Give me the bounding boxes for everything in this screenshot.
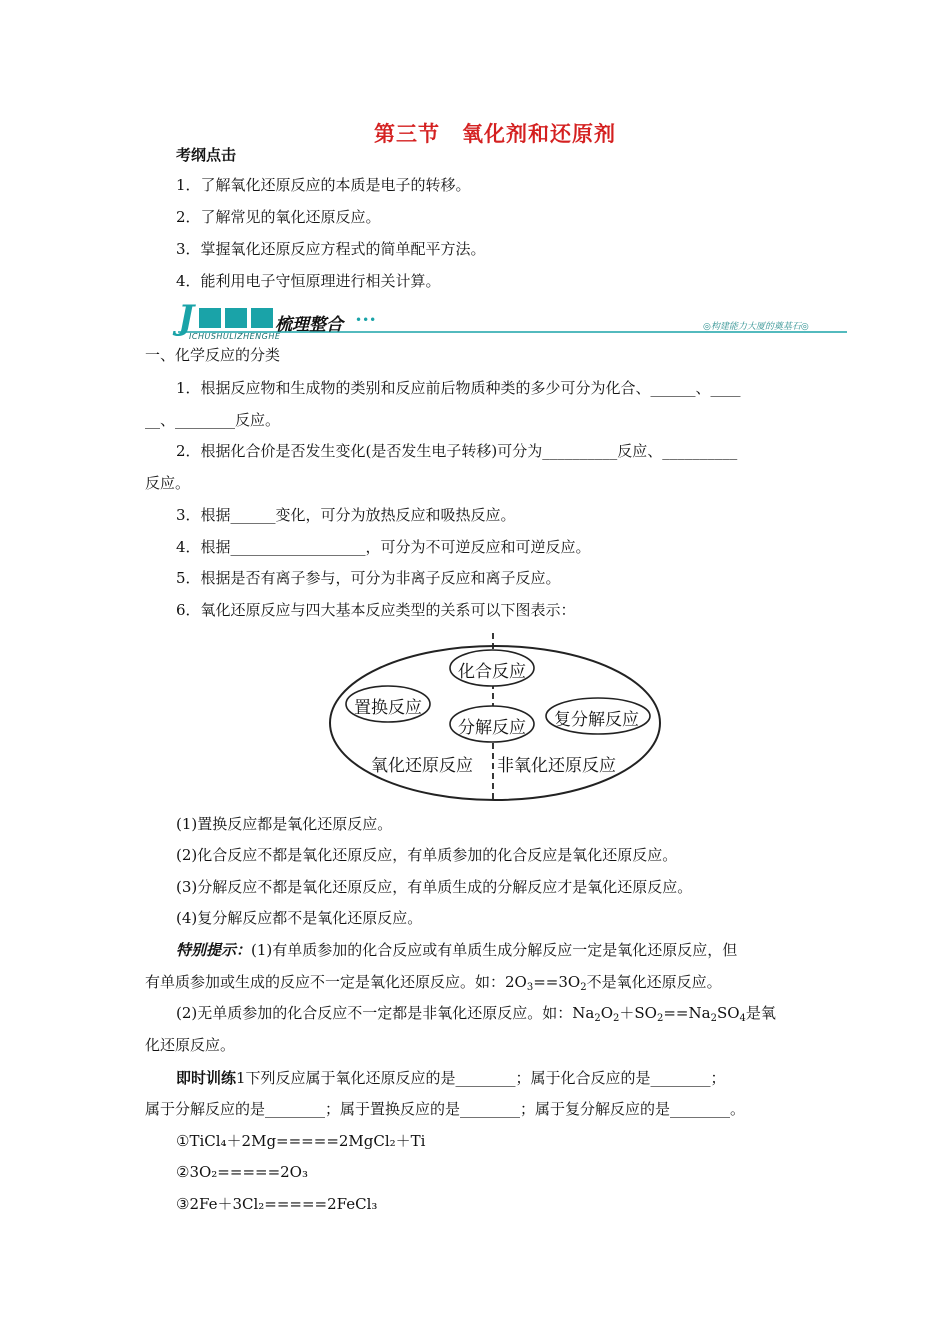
tip-line-3: (2)无单质参加的化合反应不一定都是非氧化还原反应。如：$Na_2O_2+SO_2==Na_2SO_4$是氧 — [176, 1004, 776, 1024]
equation-2: ②3O₂=====2O₃ — [176, 1163, 308, 1181]
practice-label: 即时训练 — [176, 1069, 237, 1087]
para-2-line-2: 反应。 — [145, 474, 191, 492]
tip-text-3: (2)无单质参加的化合反应不一定都是非氧化还原反应。如：Na — [176, 1004, 595, 1022]
kaogang-item-2: 2．了解常见的氧化还原反应。 — [176, 208, 381, 226]
kaogang-item-3: 3．掌握氧化还原反应方程式的简单配平方法。 — [176, 240, 486, 258]
para-1-line-2: __、________反应。 — [145, 411, 281, 429]
diagram-non-redox-label: 非氧化还原反应 — [497, 756, 616, 776]
kaogang-item-4: 4．能利用电子守恒原理进行相关计算。 — [176, 272, 441, 290]
tip-line-4: 化还原反应。 — [145, 1036, 236, 1054]
diagram-combination-label: 化合反应 — [458, 662, 526, 682]
tip-text-2b: 不是氧化还原反应。 — [586, 973, 722, 991]
practice-line-1 — [176, 1068, 726, 1088]
para-6: 6．氧化还原反应与四大基本反应类型的关系可以下图表示： — [176, 601, 576, 619]
diagram-redox-label: 氧化还原反应 — [371, 756, 473, 776]
banner-dots: ••• — [355, 313, 377, 327]
diagram-displacement-label: 置换反应 — [354, 698, 422, 718]
equation-3: ③2Fe＋3Cl₂=====2FeCl₃ — [176, 1195, 378, 1213]
note-3: (3)分解反应不都是氧化还原反应，有单质生成的分解反应才是氧化还原反应。 — [176, 878, 693, 896]
diagram-decomposition-label: 分解反应 — [458, 718, 526, 738]
equation-1: ①TiCl₄＋2Mg=====2MgCl₂＋Ti — [176, 1132, 426, 1150]
para-4: 4．根据__________________，可分为不可逆反应和可逆反应。 — [176, 538, 591, 556]
practice-line-2: 属于分解反应的是________；属于置换反应的是________；属于复分解反应的是________。 — [145, 1100, 746, 1118]
note-2: (2)化合反应不都是氧化还原反应，有单质参加的化合反应是氧化还原反应。 — [176, 846, 678, 864]
banner-slogan: ◎构建能力大厦的奠基石◎ — [703, 322, 809, 332]
section-heading: 一、化学反应的分类 — [145, 346, 281, 364]
tip-text-1: (1)有单质参加的化合反应或有单质生成分解反应一定是氧化还原反应，但 — [251, 941, 738, 959]
para-3: 3．根据______变化，可分为放热反应和吸热反应。 — [176, 506, 516, 524]
tip-line-1 — [176, 940, 737, 960]
page-title: 第三节 氧化剂和还原剂 — [374, 122, 616, 146]
kaogang-item-1: 1．了解氧化还原反应的本质是电子的转移。 — [176, 176, 471, 194]
banner-title: 梳理整合 — [275, 315, 343, 335]
practice-text-1: 1下列反应属于氧化还原反应的是________；属于化合反应的是________； — [236, 1069, 726, 1087]
note-1: (1)置换反应都是氧化还原反应。 — [176, 815, 393, 833]
banner-pinyin: ICHUSHULIZHENGHE — [189, 332, 281, 341]
para-5: 5．根据是否有离子参与，可分为非离子反应和离子反应。 — [176, 569, 561, 587]
para-2-line-1: 2．根据化合价是否发生变化(是否发生电子转移)可分为__________反应、__________ — [176, 442, 738, 460]
section-banner — [175, 300, 850, 342]
para-1-line-1: 1．根据反应物和生成物的类别和反应前后物质种类的多少可分为化合、______、____ — [176, 379, 741, 397]
diagram-double-decomposition-label: 复分解反应 — [554, 710, 639, 730]
reaction-diagram — [325, 625, 665, 805]
kaogang-heading: 考纲点击 — [176, 146, 237, 164]
banner-letter: J — [178, 298, 195, 338]
tip-text-2: 有单质参加或生成的反应不一定是氧化还原反应。如：2O — [145, 973, 527, 991]
tip-label: 特别提示： — [176, 941, 252, 959]
tip-line-2: 有单质参加或生成的反应不一定是氧化还原反应。如：$2O_3==3O_2$不是氧化还原反应。 — [145, 973, 722, 993]
note-4: (4)复分解反应都不是氧化还原反应。 — [176, 909, 423, 927]
tip-text-3b: 是氧 — [745, 1004, 776, 1022]
